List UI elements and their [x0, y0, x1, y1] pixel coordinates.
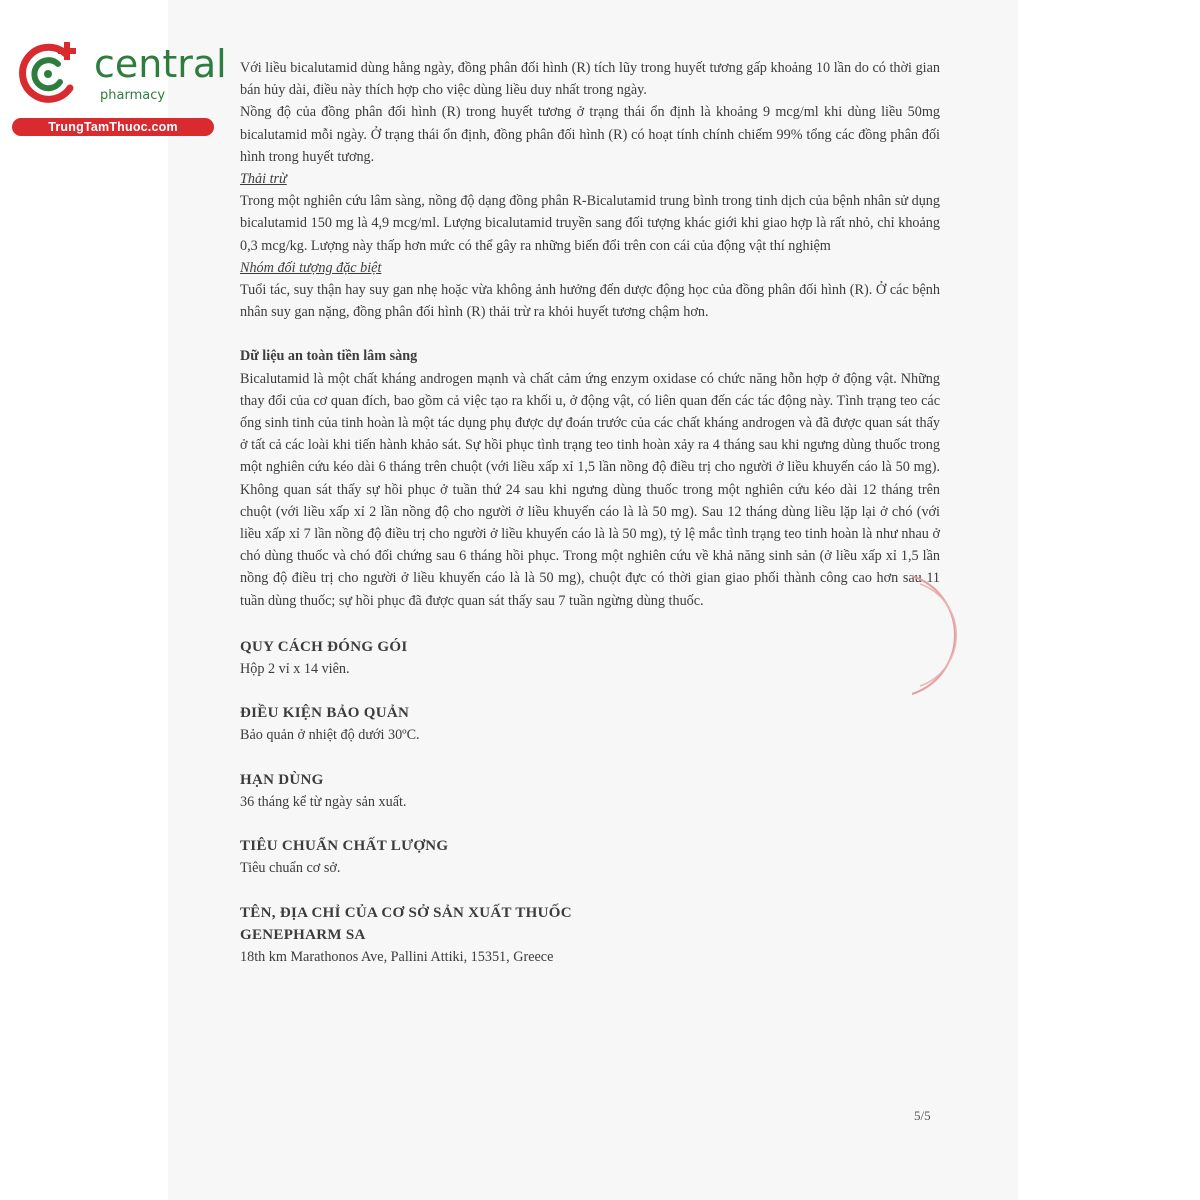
- manufacturer-address: 18th km Marathonos Ave, Pallini Attiki, 15351, Greece: [240, 948, 554, 965]
- central-pharmacy-logo[interactable]: [8, 38, 227, 138]
- section-title: ĐIỀU KIỆN BẢO QUẢN: [240, 705, 410, 722]
- section-title: HẠN DÙNG: [240, 771, 324, 788]
- logo-subtitle: pharmacy: [100, 88, 166, 103]
- red-stamp-fragment: [908, 570, 968, 700]
- paragraph-accumulation: Với liều bicalutamid dùng hằng ngày, đồng phân đối hình (R) tích lũy trong huyết tương gấp khoảng 10 lần do có thời gian bán hủy dài, điều này thích hợp cho việc dùng liều duy nhất trong ngày.: [240, 60, 940, 99]
- section-quality-standard: [240, 835, 940, 879]
- section-text: 36 tháng kể từ ngày sản xuất.: [240, 793, 407, 810]
- document-body: [240, 57, 940, 968]
- subheading-elimination: Thải trừ: [240, 171, 287, 188]
- paragraph-steady-state: Nồng độ của đồng phân đối hình (R) trong huyết tương ở trạng thái ổn định là khoảng 9 mcg/ml khi dùng liều 50mg bicalutamid mỗi ngày. Ở trạng thái ổn định, đồng phân đối hình (R) có hoạt tính chính chiếm 99% tổng các đồng phân đối hình trong huyết tương.: [240, 104, 940, 165]
- manufacturer-name: GENEPHARM SA: [240, 926, 366, 943]
- paragraph-preclinical-safety: Bicalutamid là một chất kháng androgen mạnh và chất cảm ứng enzym oxidase có chức năng hỗn hợp ở động vật. Những thay đổi của cơ quan đích, bao gồm cả việc tạo ra khối u, ở động vật, có liên quan đến các tác động này. Tình trạng teo các ống sinh tinh của tinh hoàn là một tác dụng phụ được dự đoán trước của các chất kháng androgen và đã được quan sát thấy ở tất cả các loài khi tiến hành khảo sát. Sự hồi phục tình trạng teo tinh hoàn xảy ra 4 tháng sau khi ngưng dùng thuốc trong một nghiên cứu kéo dài 6 tháng trên chuột (với liều xấp xỉ 1,5 lần nồng độ điều trị cho người ở liều khuyến cáo là 50 mg). Không quan sát thấy sự hồi phục ở tuần thứ 24 sau khi ngưng dùng thuốc trong một nghiên cứu kéo dài 12 tháng trên chuột (với liều xấp xỉ 2 lần nồng độ cho người ở liều khuyến cáo là là 50 mg). Sau 12 tháng dùng liều lặp lại ở chó (với liều xấp xỉ 7 lần nồng độ điều trị cho người ở liều khuyến cáo là là 50 mg), tỷ lệ mắc tình trạng teo tinh hoàn là như nhau ở chó dùng thuốc và chó đối chứng sau 6 tháng hồi phục. Trong một nghiên cứu về khả năng sinh sản (ở liều xấp xỉ 1,5 lần nồng độ điều trị cho người ở liều khuyến cáo là là 50 mg), chuột đực có thời gian giao phối thành công cao hơn sau 11 tuần dùng thuốc; sự hồi phục đã được quan sát thấy sau 7 tuần ngừng dùng thuốc.: [240, 370, 940, 609]
- pharmacy-logo-icon: [14, 40, 82, 108]
- section-text: Hộp 2 vỉ x 14 viên.: [240, 661, 350, 678]
- section-manufacturer: [240, 902, 940, 969]
- paragraph-elimination: Trong một nghiên cứu lâm sàng, nồng độ dạng đồng phân R-Bicalutamid trung bình trong tinh dịch của bệnh nhân sử dụng bicalutamid 150 mg là 4,9 mcg/ml. Lượng bicalutamid truyền sang đối tượng khác giới khi giao hợp là rất nhỏ, chỉ khoảng 0,3 mcg/kg. Lượng này thấp hơn mức có thể gây ra những biến đổi trên con cái của động vật thí nghiệm: [240, 193, 940, 254]
- section-title: QUY CÁCH ĐÓNG GÓI: [240, 638, 408, 655]
- section-packaging: [240, 636, 940, 680]
- section-storage: [240, 702, 940, 746]
- heading-preclinical-safety: Dữ liệu an toàn tiền lâm sàng: [240, 348, 418, 365]
- section-title: TIÊU CHUẨN CHẤT LƯỢNG: [240, 838, 449, 855]
- paragraph-special-groups: Tuổi tác, suy thận hay suy gan nhẹ hoặc vừa không ảnh hưởng đến dược động học của đồng phân đối hình (R). Ở các bệnh nhân suy gan nặng, đồng phân đối hình (R) thải trừ ra khỏi huyết tương chậm hơn.: [240, 282, 940, 321]
- section-text: Tiêu chuẩn cơ sở.: [240, 860, 341, 877]
- section-shelf-life: [240, 769, 940, 813]
- logo-website-banner: TrungTamThuoc.com: [12, 118, 214, 136]
- manufacturer-title: TÊN, ĐỊA CHỈ CỦA CƠ SỞ SẢN XUẤT THUỐC: [240, 904, 572, 921]
- section-text: Bảo quản ở nhiệt độ dưới 30ºC.: [240, 727, 420, 744]
- logo-wordmark: central: [94, 42, 227, 86]
- page-number: 5/5: [914, 1108, 931, 1123]
- subheading-special-groups: Nhóm đối tượng đặc biệt: [240, 259, 382, 276]
